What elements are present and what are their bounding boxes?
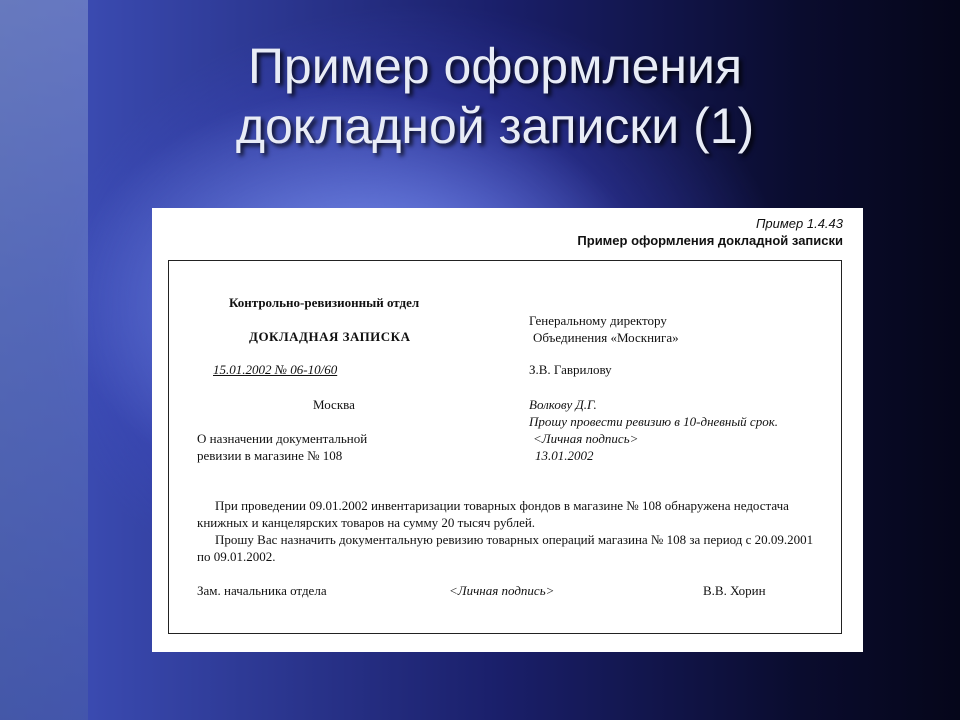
addressee-line-2: Объединения «Москнига» [533, 330, 679, 345]
signature: <Личная подпись> [449, 583, 555, 598]
addressee-line-1: Генеральному директору [529, 313, 667, 328]
addressee-line-3: З.В. Гаврилову [529, 362, 612, 377]
slide-title-line-2: докладной записки (1) [235, 98, 755, 154]
date-and-number: 15.01.2002 № 06-10/60 [213, 362, 338, 377]
memo-paragraph-2: Прошу Вас назначить документальную ревизию товарных операций магазина № 108 за период с 20.09.2001 по 09.01.2002. [197, 532, 814, 564]
signer-name: В.В. Хорин [703, 583, 766, 598]
department-name: Контрольно-ревизионный отдел [229, 295, 420, 310]
example-number: Пример 1.4.43 [755, 216, 843, 231]
resolution-line-2: Прошу провести ревизию в 10-дневный срок. [529, 414, 779, 429]
document-panel [152, 208, 863, 652]
resolution-line-4: 13.01.2002 [535, 448, 594, 463]
memo-frame [168, 260, 842, 634]
example-title: Пример оформления докладной записки [577, 233, 843, 248]
city: Москва [313, 397, 355, 412]
memo-paragraph-1: При проведении 09.01.2002 инвентаризации товарных фондов в магазине № 108 обнаружена недостача книжных и канцелярских товаров на сумму 20 тысяч рублей. [197, 498, 789, 530]
document-type: ДОКЛАДНАЯ ЗАПИСКА [249, 329, 411, 344]
slide-title-line-1: Пример оформления [247, 38, 743, 94]
resolution-line-1: Волкову Д.Г. [529, 397, 597, 412]
subject-line-2: ревизии в магазине № 108 [197, 448, 343, 463]
subject-line-1: О назначении документальной [197, 431, 368, 446]
resolution-line-3: <Личная подпись> [533, 431, 639, 446]
signer-position: Зам. начальника отдела [197, 583, 327, 598]
slide-title [0, 36, 960, 156]
document-caption [577, 216, 843, 249]
